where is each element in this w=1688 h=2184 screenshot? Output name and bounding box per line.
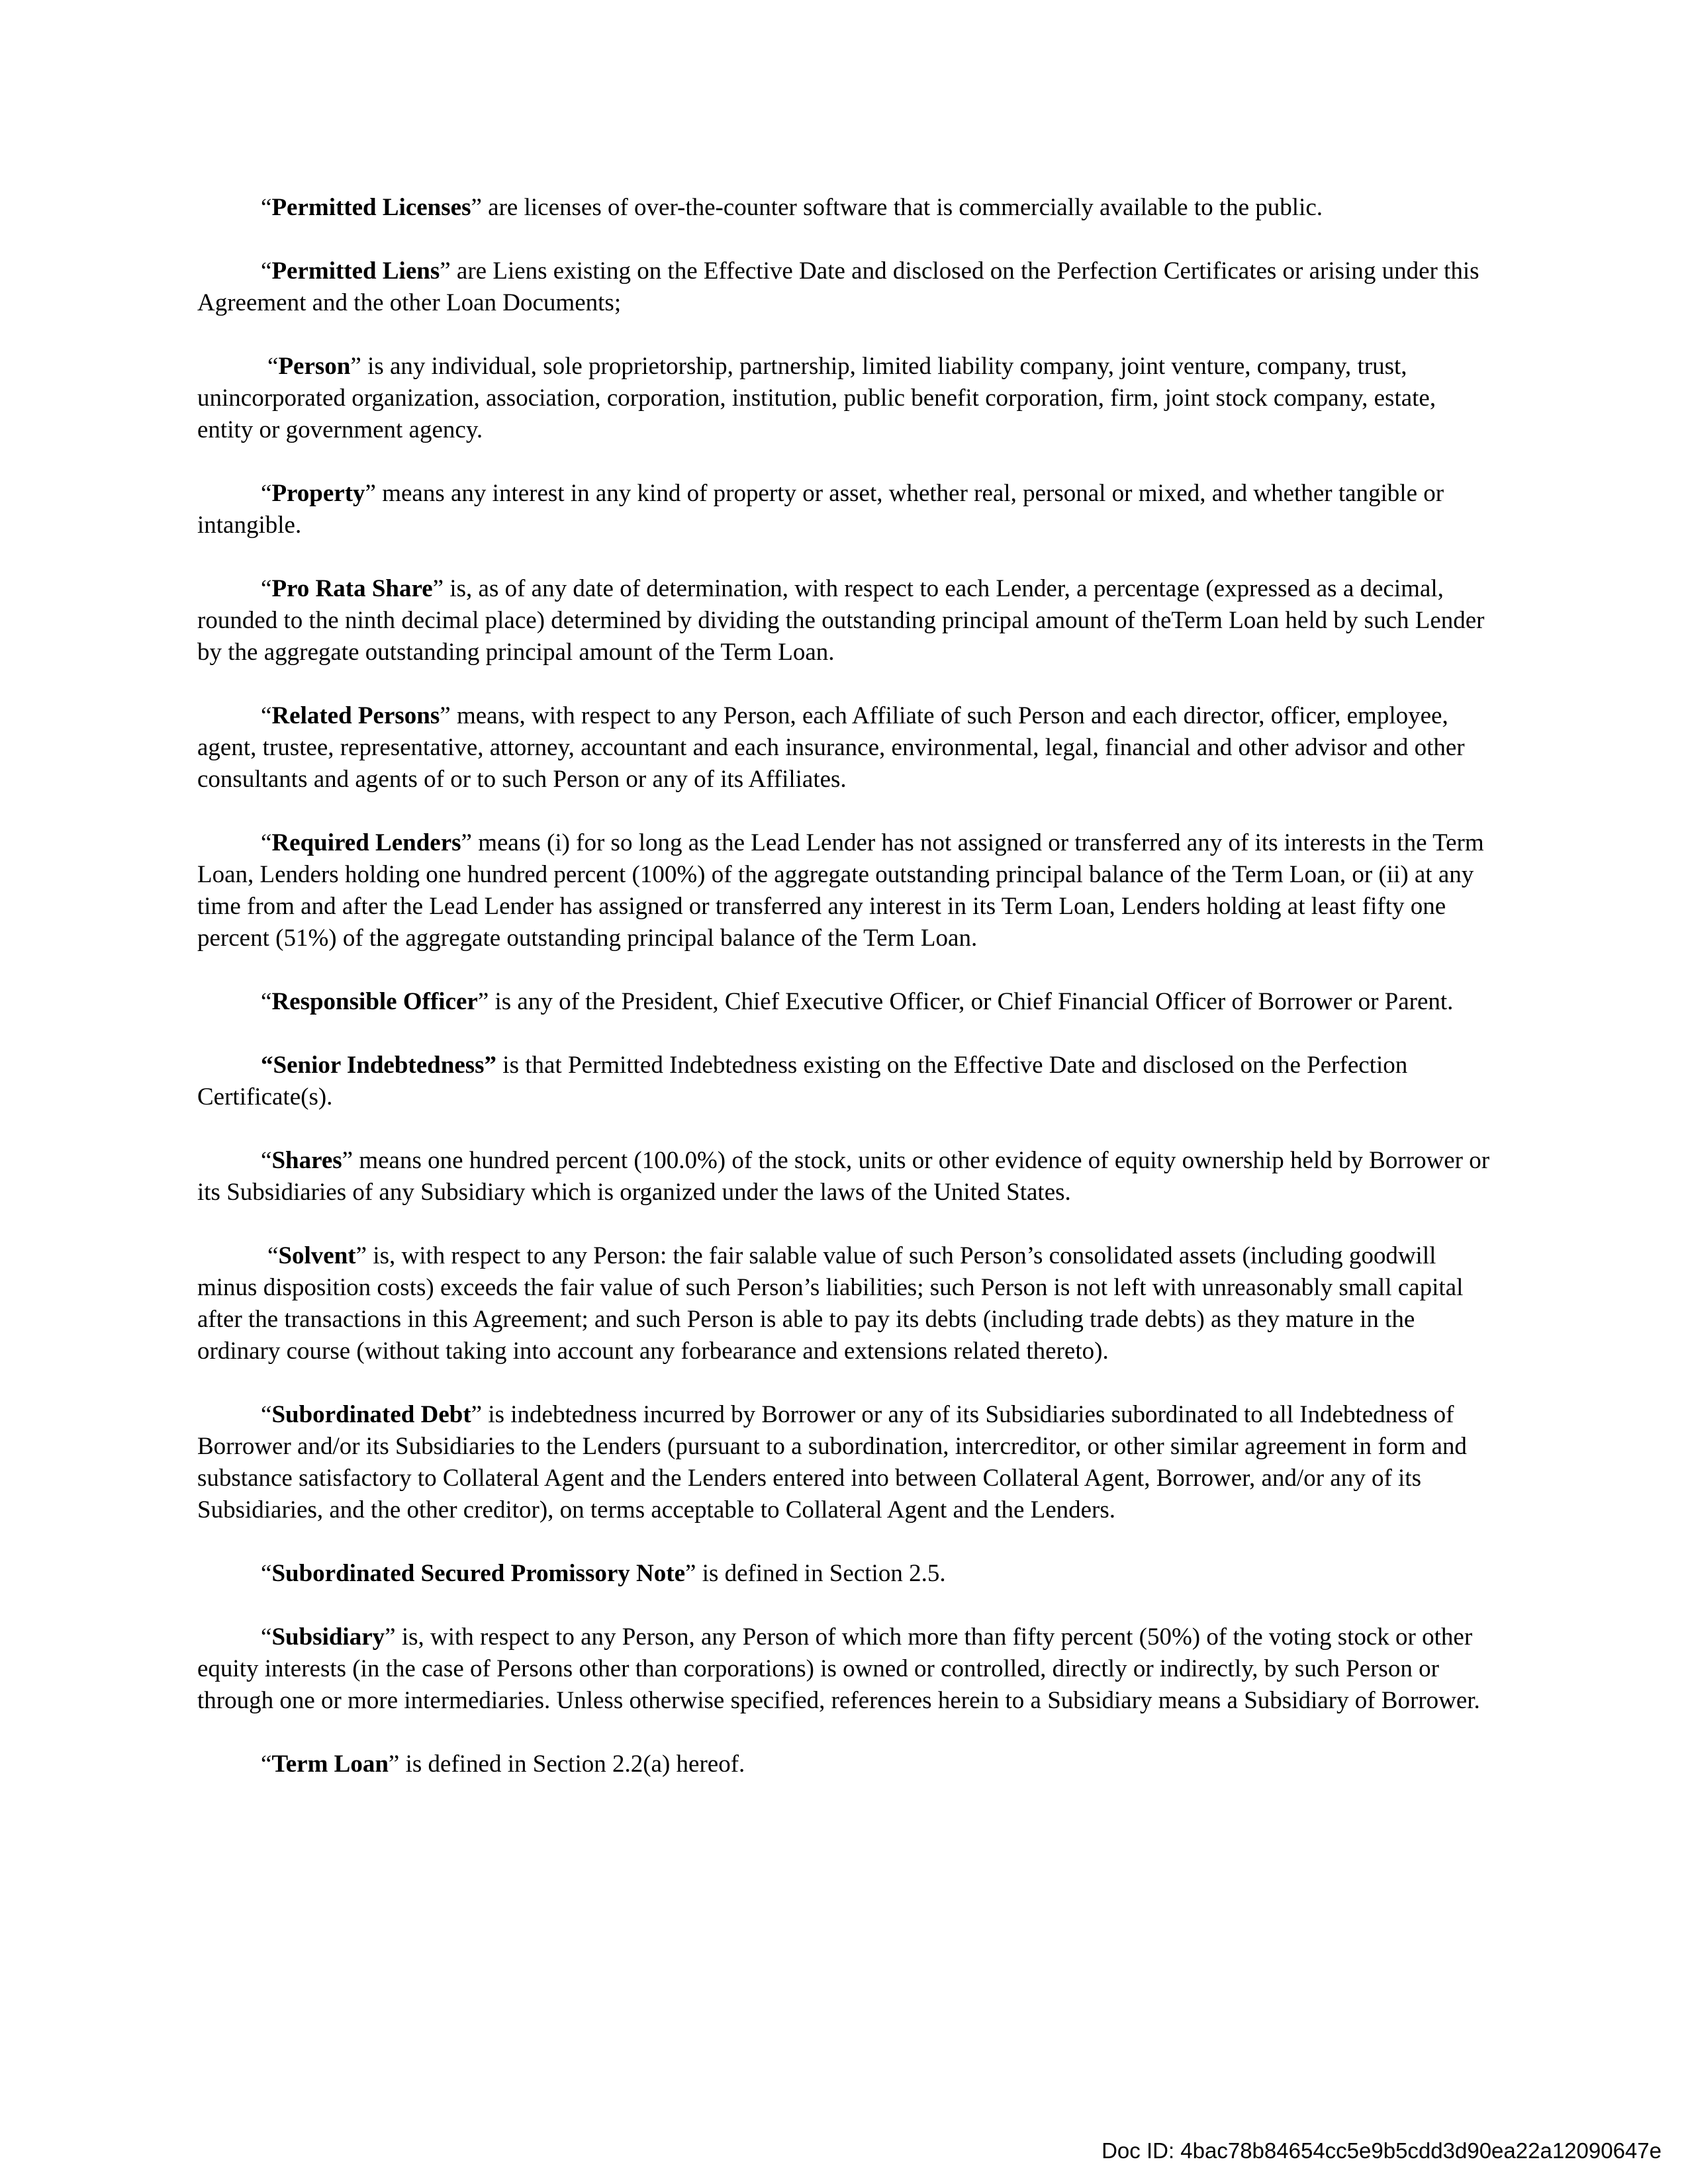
close-quote: ”	[477, 988, 489, 1015]
definition-pro-rata-share	[197, 573, 1491, 668]
open-quote: “	[261, 575, 272, 602]
open-quote: “	[261, 1751, 272, 1778]
definition-responsible-officer	[197, 986, 1491, 1018]
defined-term: Term Loan	[271, 1751, 389, 1778]
definition-permitted-liens	[197, 255, 1491, 319]
open-quote: “	[261, 1560, 272, 1587]
close-quote: ”	[350, 353, 361, 380]
close-quote: ”	[355, 1242, 367, 1269]
close-quote: ”	[385, 1623, 396, 1651]
defined-term: Related Persons	[271, 702, 440, 729]
definition-text: are Liens existing on the Effective Date and disclosed on the Perfection Certificates or arising under this Agreement and the other Loan Documents;	[197, 257, 1479, 316]
close-quote: ”	[440, 257, 451, 285]
open-quote: “	[261, 702, 272, 729]
document-page	[197, 192, 1491, 1812]
defined-term: Subordinated Debt	[271, 1401, 471, 1428]
close-quote: ”	[685, 1560, 696, 1587]
close-quote: ”	[471, 1401, 483, 1428]
definition-text: is defined in Section 2.2(a) hereof.	[399, 1751, 745, 1778]
definition-term-loan	[197, 1749, 1491, 1780]
open-quote: “	[267, 353, 279, 380]
open-quote: “	[261, 1401, 272, 1428]
doc-id-footer: Doc ID: 4bac78b84654cc5e9b5cdd3d90ea22a12090647e	[1102, 2138, 1662, 2163]
defined-term: Required Lenders	[271, 829, 461, 856]
definition-text: is any individual, sole proprietorship, partnership, limited liability company, joint venture, company, trust, unincorporated organization, association, corporation, institution, public benefit corporation, firm, joint stock company, estate, entity or government agency.	[197, 353, 1436, 443]
defined-term: Responsible Officer	[271, 988, 478, 1015]
definition-subordinated-secured-promissory-note	[197, 1558, 1491, 1590]
definition-text: means one hundred percent (100.0%) of the stock, units or other evidence of equity ownership held by Borrower or its Subsidiaries of any Subsidiary which is organized under the laws of the United States.	[197, 1147, 1490, 1206]
open-quote: “	[261, 257, 272, 285]
open-quote: “	[261, 480, 272, 507]
definition-text: is, with respect to any Person: the fair salable value of such Person’s consolidated assets (including goodwill minus disposition costs) exceeds the fair value of such Person’s liabilities; such Person is not left with unreasonably small capital after the transactions in this Agreement; and such Person is able to pay its debts (including trade debts) as they mature in the ordinary course (without taking into account any forbearance and extensions related thereto).	[197, 1242, 1464, 1365]
definition-shares	[197, 1145, 1491, 1208]
definition-solvent	[197, 1240, 1491, 1367]
definition-subsidiary	[197, 1621, 1491, 1717]
definition-required-lenders	[197, 827, 1491, 954]
definition-related-persons	[197, 700, 1491, 796]
definition-permitted-licenses	[197, 192, 1491, 224]
definition-text: are licenses of over-the-counter software that is commercially available to the public.	[481, 194, 1323, 221]
definition-text: is indebtedness incurred by Borrower or any of its Subsidiaries subordinated to all Indebtedness of Borrower and/or its Subsidiaries to the Lenders (pursuant to a subordination, intercreditor, or other similar agreement in form and substance satisfactory to Collateral Agent and the Lenders entered into between Collateral Agent, Borrower, and/or any of its Subsidiaries, and the other creditor), on terms acceptable to Collateral Agent and the Lenders.	[197, 1401, 1467, 1524]
definition-property	[197, 478, 1491, 541]
close-quote: ”	[388, 1751, 400, 1778]
open-quote: “	[261, 1147, 272, 1174]
open-quote: “	[261, 194, 272, 221]
open-quote: “	[267, 1242, 279, 1269]
definition-text: means (i) for so long as the Lead Lender has not assigned or transferred any of its interests in the Term Loan, Lenders holding one hundred percent (100%) of the aggregate outstanding principal balance of the Term Loan, or (ii) at any time from and after the Lead Lender has assigned or transferred any interest in its Term Loan, Lenders holding at least fifty one percent (51%) of the aggregate outstanding principal balance of the Term Loan.	[197, 829, 1484, 952]
definition-text: is any of the President, Chief Executive Officer, or Chief Financial Officer of Borrower or Parent.	[489, 988, 1454, 1015]
definition-text: means any interest in any kind of property or asset, whether real, personal or mixed, and whether tangible or intangible.	[197, 480, 1444, 539]
definition-text: is, as of any date of determination, with respect to each Lender, a percentage (expressed as a decimal, rounded to the ninth decimal place) determined by dividing the outstanding principal amount of theTerm Loan held by such Lender by the aggregate outstanding principal amount of the Term Loan.	[197, 575, 1485, 666]
defined-term: Subordinated Secured Promissory Note	[271, 1560, 685, 1587]
open-quote: “	[261, 829, 272, 856]
open-quote: “	[261, 1623, 272, 1651]
defined-term: Person	[278, 353, 351, 380]
open-quote: “	[261, 988, 272, 1015]
definition-senior-indebtedness	[197, 1050, 1491, 1113]
close-quote: ”	[461, 829, 472, 856]
close-quote: ”	[365, 480, 376, 507]
definition-text: is defined in Section 2.5.	[696, 1560, 946, 1587]
defined-term: Pro Rata Share	[271, 575, 433, 602]
definition-subordinated-debt	[197, 1399, 1491, 1526]
definition-person	[197, 351, 1491, 446]
defined-term: Permitted Liens	[271, 257, 440, 285]
close-quote: ”	[432, 575, 444, 602]
close-quote: ”	[471, 194, 482, 221]
close-quote: ”	[342, 1147, 353, 1174]
defined-term: Property	[271, 480, 365, 507]
defined-term: Shares	[271, 1147, 342, 1174]
close-quote: ”	[440, 702, 451, 729]
definition-text: is that Permitted Indebtedness existing on the Effective Date and disclosed on the Perfection Certificate(s).	[197, 1052, 1408, 1111]
definition-text: means, with respect to any Person, each Affiliate of such Person and each director, officer, employee, agent, trustee, representative, attorney, accountant and each insurance, environmental, legal, financial and other advisor and other consultants and agents of or to such Person or any of its Affiliates.	[197, 702, 1465, 793]
defined-term: “Senior Indebtedness”	[261, 1052, 497, 1079]
defined-term: Subsidiary	[271, 1623, 385, 1651]
definition-text: is, with respect to any Person, any Person of which more than fifty percent (50%) of the voting stock or other equity interests (in the case of Persons other than corporations) is owned or controlled, directly or indirectly, by such Person or through one or more intermediaries. Unless otherwise specified, references herein to a Subsidiary means a Subsidiary of Borrower.	[197, 1623, 1480, 1714]
defined-term: Solvent	[278, 1242, 356, 1269]
defined-term: Permitted Licenses	[271, 194, 471, 221]
